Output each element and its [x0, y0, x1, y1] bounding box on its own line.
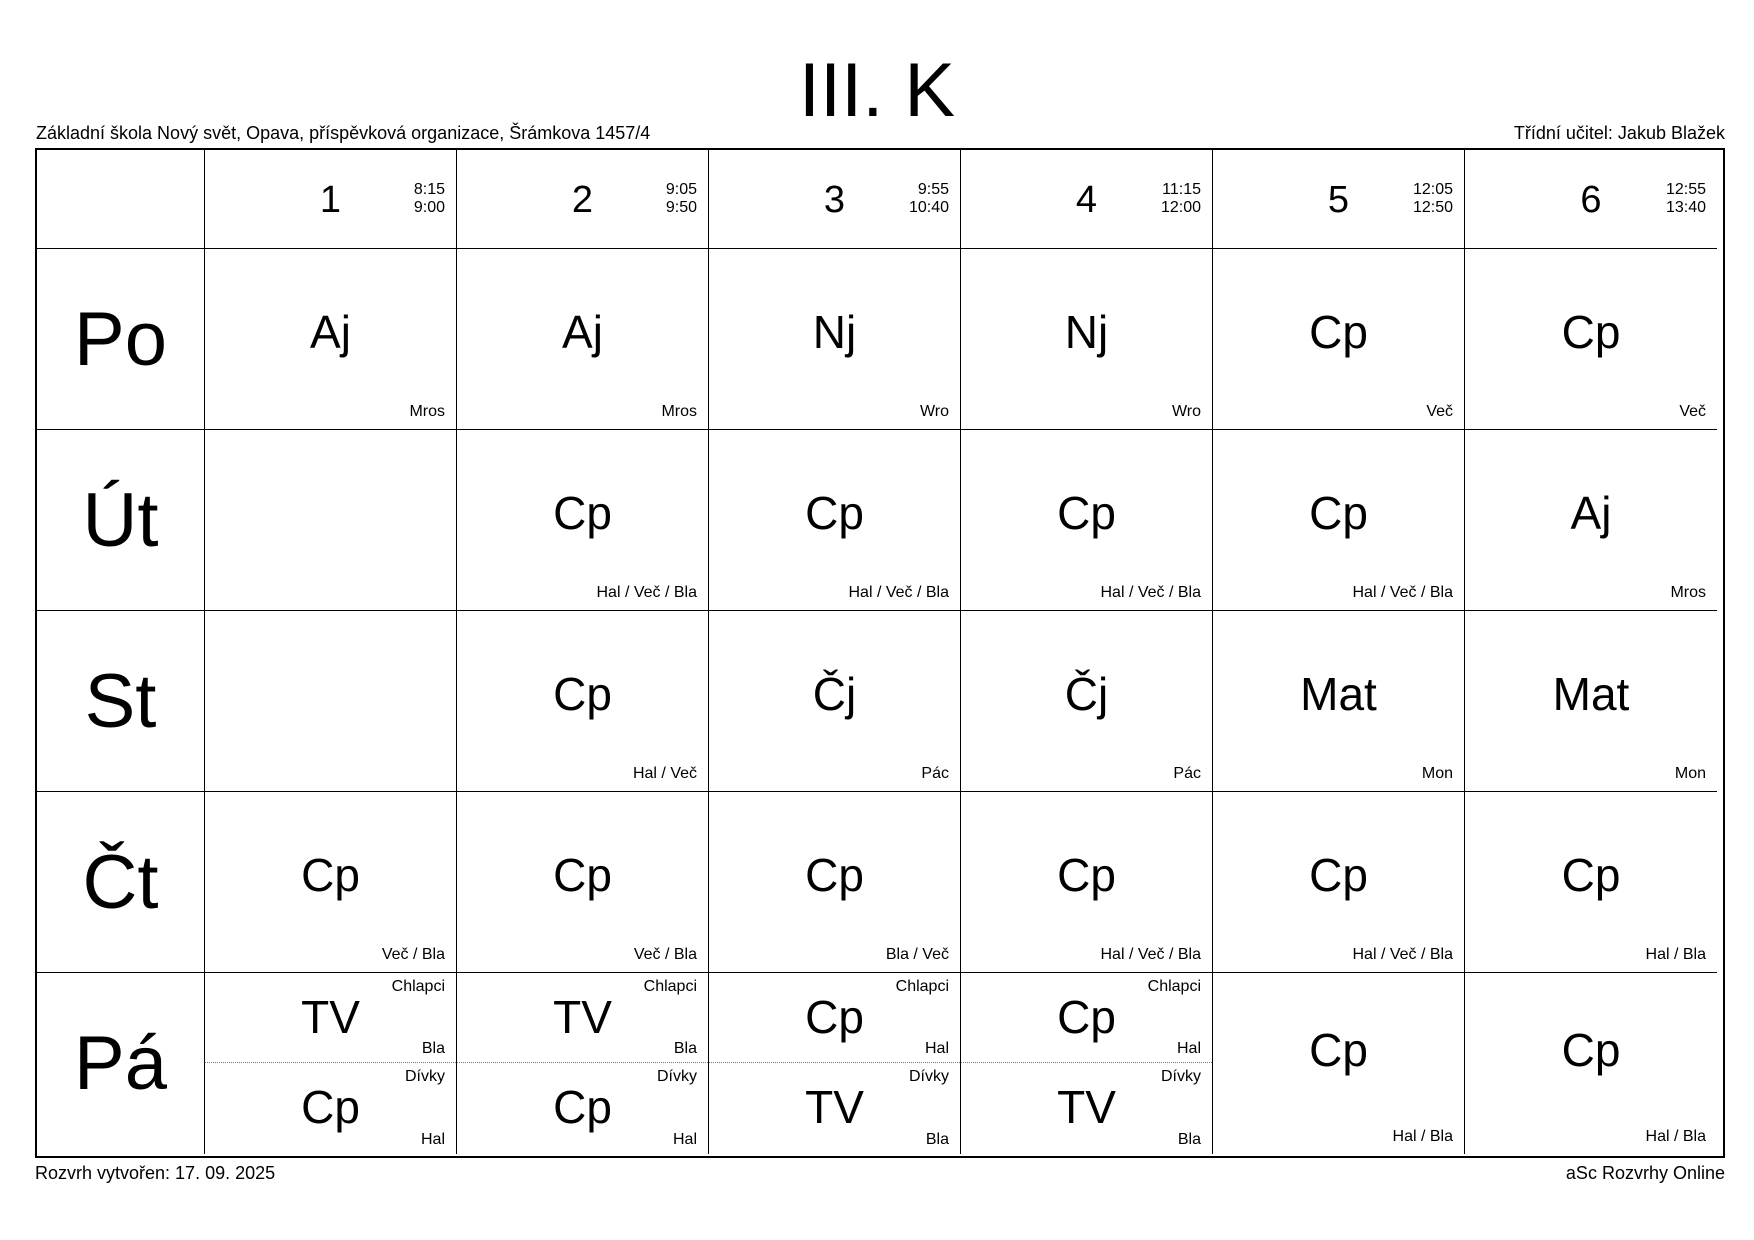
- lesson-cell[interactable]: [205, 249, 457, 430]
- lesson-cell[interactable]: [709, 792, 961, 973]
- subject-name: Cp: [1309, 1024, 1368, 1076]
- lesson-cell[interactable]: [205, 792, 457, 973]
- lesson-cell[interactable]: [1465, 611, 1717, 792]
- day-label: Po: [74, 296, 167, 382]
- lesson-cell[interactable]: [709, 973, 961, 1154]
- teacher-names: Več: [1679, 403, 1706, 420]
- lesson-cell[interactable]: [457, 611, 709, 792]
- day-label: Čt: [82, 839, 159, 925]
- lesson-cell[interactable]: [709, 611, 961, 792]
- group-name: Chlapci: [391, 978, 445, 995]
- lesson-cell[interactable]: [457, 249, 709, 430]
- subject-name: Aj: [310, 306, 351, 358]
- teacher-names: Wro: [919, 403, 949, 420]
- timetable-grid: [35, 148, 1725, 1158]
- period-start: 11:15: [1162, 181, 1201, 198]
- group-name: Dívky: [405, 1068, 445, 1085]
- teacher-names: Mon: [1421, 765, 1453, 782]
- period-time: [1666, 181, 1706, 217]
- lesson-cell[interactable]: [205, 430, 457, 611]
- lesson-cell[interactable]: [205, 611, 457, 792]
- lesson-cell[interactable]: [1213, 973, 1465, 1154]
- teacher-names: Mros: [1670, 584, 1706, 601]
- period-header: [457, 150, 709, 249]
- class-teacher: Třídní učitel: Jakub Blažek: [1513, 123, 1725, 143]
- teacher-names: Hal / Več / Bla: [848, 584, 949, 601]
- day-label: Pá: [74, 1021, 167, 1106]
- lesson-cell[interactable]: [457, 430, 709, 611]
- teacher-names: Hal / Več / Bla: [1100, 946, 1201, 963]
- period-end: 12:50: [1412, 199, 1453, 216]
- subject-name: TV: [805, 1081, 864, 1133]
- subject-name: Mat: [1300, 668, 1377, 720]
- subject-name: Cp: [805, 849, 864, 901]
- teacher-names: Hal / Več: [632, 765, 697, 782]
- subject-name: Mat: [1552, 668, 1630, 720]
- day-cell: [37, 430, 205, 611]
- day-cell: [37, 611, 205, 792]
- subject-name: Cp: [1057, 991, 1116, 1043]
- period-header: [709, 150, 961, 249]
- teacher-names: Bla: [1177, 1131, 1201, 1148]
- teacher-names: Hal / Več / Bla: [1352, 584, 1453, 601]
- subject-name: Aj: [562, 306, 603, 358]
- lesson-cell[interactable]: [709, 430, 961, 611]
- period-time: [1413, 181, 1453, 217]
- teacher-names: Wro: [1171, 403, 1201, 420]
- period-end: 12:00: [1160, 199, 1201, 216]
- lesson-cell[interactable]: [1213, 792, 1465, 973]
- day-label: Út: [82, 477, 159, 563]
- teacher-names: Hal / Več / Bla: [596, 584, 697, 601]
- teacher-names: Bla / Več: [885, 946, 949, 963]
- subject-name: Nj: [1064, 306, 1109, 358]
- teacher-names: Hal / Bla: [1392, 1128, 1453, 1145]
- lesson-cell[interactable]: [961, 249, 1213, 430]
- period-end: 9:00: [413, 199, 445, 216]
- period-number: 1: [319, 179, 342, 221]
- teacher-names: Bla: [673, 1040, 697, 1057]
- period-number: 2: [571, 179, 594, 221]
- subject-name: Aj: [1570, 487, 1612, 539]
- group-name: Chlapci: [895, 978, 949, 995]
- subject-name: TV: [1057, 1081, 1116, 1133]
- period-end: 10:40: [908, 199, 949, 216]
- period-time: [414, 181, 445, 217]
- teacher-names: Bla: [925, 1131, 949, 1148]
- lesson-group-bottom[interactable]: [709, 1063, 960, 1153]
- group-name: Chlapci: [643, 978, 697, 995]
- day-cell: [37, 792, 205, 973]
- teacher-names: Hal / Bla: [1645, 1128, 1706, 1145]
- lesson-group-top[interactable]: [709, 973, 960, 1063]
- lesson-cell[interactable]: [709, 249, 961, 430]
- day-cell: [37, 973, 205, 1154]
- lesson-cell[interactable]: [457, 973, 709, 1154]
- group-name: Dívky: [909, 1068, 949, 1085]
- period-number: 4: [1075, 179, 1098, 221]
- subject-name: Cp: [553, 849, 612, 901]
- subject-name: Cp: [553, 1081, 612, 1133]
- lesson-group-bottom[interactable]: [961, 1063, 1212, 1153]
- period-end: 13:40: [1665, 199, 1706, 216]
- subject-name: Cp: [1309, 306, 1368, 358]
- subject-name: TV: [553, 991, 612, 1043]
- lesson-group-top[interactable]: [457, 973, 708, 1063]
- day-label: St: [84, 658, 157, 744]
- lesson-cell[interactable]: [457, 792, 709, 973]
- subject-name: Cp: [553, 668, 612, 720]
- lesson-group-bottom[interactable]: [457, 1063, 708, 1153]
- period-time: [1161, 181, 1201, 217]
- period-number: 5: [1327, 179, 1350, 221]
- subject-name: Cp: [805, 487, 864, 539]
- teacher-names: Pác: [1173, 765, 1201, 782]
- subject-name: Cp: [1057, 849, 1116, 901]
- brand-name: aSc Rozvrhy Online: [1565, 1163, 1725, 1183]
- lesson-group-top[interactable]: [205, 973, 456, 1063]
- teacher-names: Hal: [420, 1131, 445, 1148]
- subject-name: TV: [301, 991, 360, 1043]
- period-start: 12:05: [1412, 181, 1453, 198]
- subject-name: Cp: [301, 1081, 360, 1133]
- subject-name: Cp: [1309, 849, 1368, 901]
- lesson-cell[interactable]: [1465, 792, 1717, 973]
- class-title: III. K: [798, 48, 956, 133]
- lesson-cell[interactable]: [961, 611, 1213, 792]
- period-header: [205, 150, 457, 249]
- teacher-names: Mros: [661, 403, 697, 420]
- period-number: 6: [1580, 179, 1602, 221]
- period-start: 9:55: [917, 181, 949, 198]
- teacher-names: Mros: [409, 403, 445, 420]
- teacher-names: Hal: [1176, 1040, 1201, 1057]
- teacher-names: Hal / Bla: [1645, 946, 1706, 963]
- lesson-cell[interactable]: [1213, 430, 1465, 611]
- period-start: 8:15: [413, 181, 445, 198]
- lesson-cell[interactable]: [1213, 249, 1465, 430]
- lesson-cell[interactable]: [961, 973, 1213, 1154]
- period-time: [666, 181, 697, 217]
- teacher-names: Hal: [924, 1040, 949, 1057]
- lesson-group-top[interactable]: [961, 973, 1212, 1063]
- lesson-cell[interactable]: [961, 792, 1213, 973]
- lesson-cell[interactable]: [1213, 611, 1465, 792]
- teacher-names: Hal / Več / Bla: [1100, 584, 1201, 601]
- teacher-names: Več / Bla: [381, 946, 445, 963]
- school-name: Základní škola Nový svět, Opava, příspěvková organizace, Šrámkova 1457/4: [36, 123, 651, 143]
- subject-name: Cp: [1309, 487, 1368, 539]
- lesson-cell[interactable]: [205, 973, 457, 1154]
- lesson-cell[interactable]: [1465, 973, 1717, 1154]
- subject-name: Cp: [301, 849, 360, 901]
- subject-name: Cp: [553, 487, 612, 539]
- period-header: [1213, 150, 1465, 249]
- teacher-names: Pác: [921, 765, 949, 782]
- subject-name: Cp: [1561, 306, 1621, 358]
- group-name: Dívky: [1161, 1068, 1201, 1085]
- teacher-names: Bla: [421, 1040, 445, 1057]
- created-date: Rozvrh vytvořen: 17. 09. 2025: [35, 1163, 276, 1183]
- subject-name: Cp: [1561, 1024, 1621, 1076]
- subject-name: Cp: [805, 991, 864, 1043]
- teacher-names: Hal: [672, 1131, 697, 1148]
- lesson-group-bottom[interactable]: [205, 1063, 456, 1153]
- period-time: [909, 181, 949, 217]
- lesson-cell[interactable]: [1465, 430, 1717, 611]
- teacher-names: Več / Bla: [633, 946, 697, 963]
- corner-cell: [37, 150, 205, 249]
- period-start: 9:05: [665, 181, 697, 198]
- day-cell: [37, 249, 205, 430]
- subject-name: Cp: [1561, 849, 1621, 901]
- subject-name: Čj: [812, 668, 857, 720]
- subject-name: Čj: [1064, 668, 1109, 720]
- subject-name: Cp: [1057, 487, 1116, 539]
- lesson-cell[interactable]: [1465, 249, 1717, 430]
- group-name: Dívky: [657, 1068, 697, 1085]
- period-header: [961, 150, 1213, 249]
- teacher-names: Mon: [1674, 765, 1706, 782]
- teacher-names: Več: [1426, 403, 1453, 420]
- period-number: 3: [823, 179, 846, 221]
- subject-name: Nj: [812, 306, 857, 358]
- teacher-names: Hal / Več / Bla: [1352, 946, 1453, 963]
- group-name: Chlapci: [1147, 978, 1201, 995]
- lesson-cell[interactable]: [961, 430, 1213, 611]
- period-header: [1465, 150, 1717, 249]
- period-end: 9:50: [665, 199, 697, 216]
- period-start: 12:55: [1665, 181, 1706, 198]
